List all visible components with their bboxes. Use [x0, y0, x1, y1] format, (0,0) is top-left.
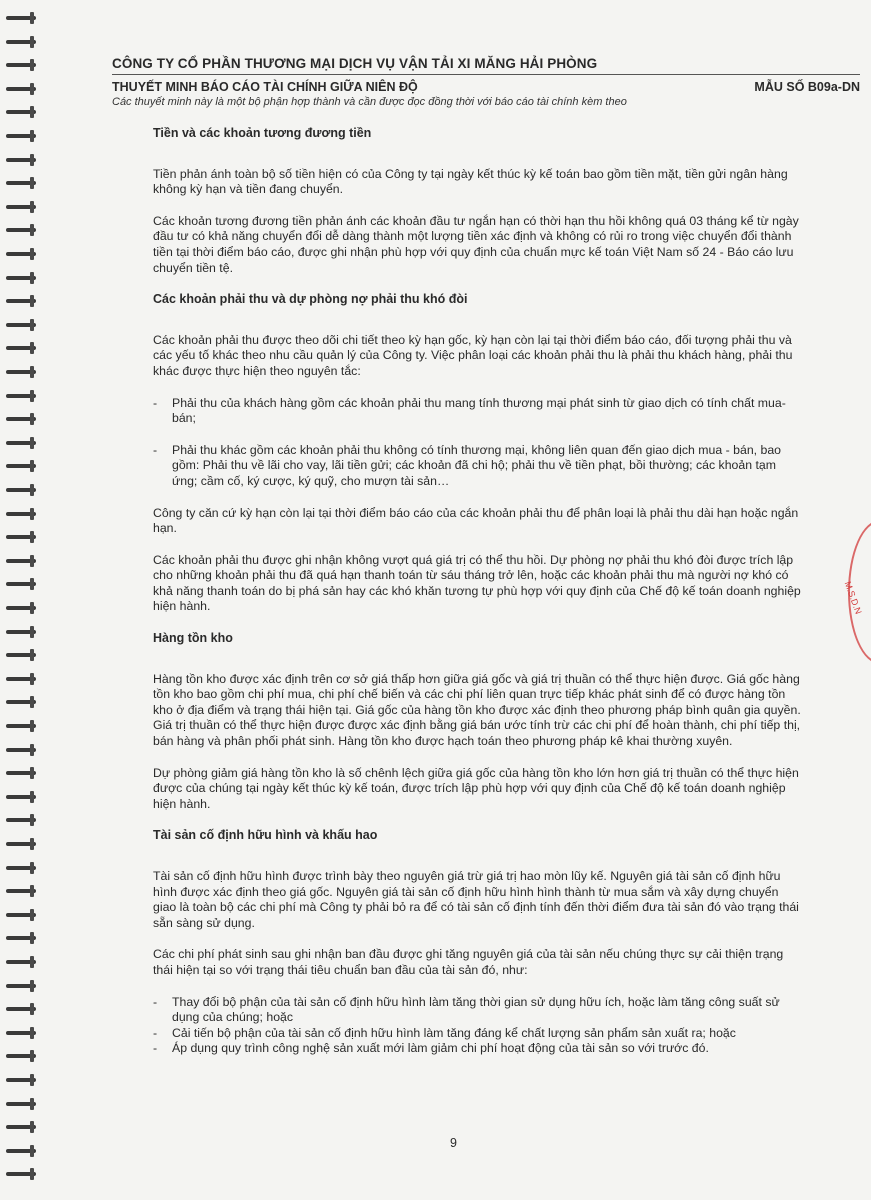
binding-ring: [6, 838, 40, 849]
binding-ring: [6, 814, 40, 825]
section-heading: Các khoản phải thu và dự phòng nợ phải thu khó đòi: [153, 292, 468, 307]
binding-ring: [6, 319, 40, 330]
paragraph: Các khoản phải thu được ghi nhận không vượt quá giá trị có thể thu hồi. Dự phòng nợ phải thu khó đòi được trích lập cho những khoản phải thu đã quá hạn thanh toán từ sáu tháng trở lên, hoặc các khoản phải thu mà người nợ khó có khả năng thanh toán do bị phá sản hay các khó khăn tương tự phù hợp với quy định của Chế độ kế toán doanh nghiệp hiện hành.: [153, 552, 801, 614]
header-divider: [112, 74, 860, 75]
binding-ring: [6, 932, 40, 943]
binding-ring: [6, 626, 40, 637]
binding-ring: [6, 1168, 40, 1179]
binding-ring: [6, 201, 40, 212]
binding-ring: [6, 649, 40, 660]
binding-ring: [6, 154, 40, 165]
binding-ring: [6, 531, 40, 542]
binding-ring: [6, 366, 40, 377]
paragraph: Các khoản phải thu được theo dõi chi tiết theo kỳ hạn gốc, kỳ hạn còn lại tại thời điểm báo cáo, đối tượng phải thu và các yếu tố khác theo nhu cầu quản lý của Công ty. Việc phân loại các khoản phải thu là phải thu khách hàng, phải thu khác được thực hiện theo nguyên tắc:: [153, 332, 793, 378]
binding-ring: [6, 1145, 40, 1156]
paragraph: Tài sản cố định hữu hình được trình bày theo nguyên giá trừ giá trị hao mòn lũy kế. Nguyên giá tài sản cố định hữu hình được xác định theo giá gốc. Nguyên giá tài sản cố định hữu hình hình thành từ mua sắm và xây dựng chuyển giao là toàn bộ các chi phí mà Công ty phải bỏ ra để có tài sản cố định tính đến thời điểm đưa tài sản đó vào trạng thái sẵn sàng sử dụng.: [153, 869, 799, 930]
bullet-list: [153, 995, 803, 1057]
binding-ring: [6, 1074, 40, 1085]
section-heading: Tài sản cố định hữu hình và khấu hao: [153, 828, 378, 843]
report-title: THUYẾT MINH BÁO CÁO TÀI CHÍNH GIỮA NIÊN ĐỘ: [112, 80, 418, 94]
binding-ring: [6, 413, 40, 424]
binding-ring: [6, 224, 40, 235]
binding-ring: [6, 555, 40, 566]
binding-ring: [6, 791, 40, 802]
binding-ring: [6, 248, 40, 259]
list-item-text: Áp dụng quy trình công nghệ sản xuất mới làm giảm chi phí hoạt động của tài sản so với trước đó.: [172, 1041, 709, 1056]
binding-ring: [6, 106, 40, 117]
binding-ring: [6, 885, 40, 896]
binding-ring: [6, 12, 40, 23]
form-code: MẪU SỐ B09a-DN: [754, 80, 860, 94]
binding-ring: [6, 909, 40, 920]
company-name: CÔNG TY CỔ PHẦN THƯƠNG MẠI DỊCH VỤ VẬN TẢI XI MĂNG HẢI PHÒNG: [112, 56, 598, 71]
list-item-text: Thay đổi bộ phận của tài sản cố định hữu hình làm tăng thời gian sử dụng hữu ích, hoặc làm tăng công suất sử dụng của chúng; hoặc: [172, 994, 780, 1025]
header-note: Các thuyết minh này là một bộ phận hợp thành và cần được đọc đồng thời với báo cáo tài chính kèm theo: [112, 96, 627, 108]
binding-ring: [6, 578, 40, 589]
list-item-text: Cải tiến bộ phận của tài sản cố định hữu hình làm tăng đáng kể chất lượng sản phẩm sản xuất ra; hoặc: [172, 1025, 736, 1040]
binding-ring: [6, 956, 40, 967]
binding-ring: [6, 177, 40, 188]
list-item: [153, 396, 803, 427]
binding-ring: [6, 460, 40, 471]
list-item: [153, 995, 803, 1026]
binding-ring: [6, 342, 40, 353]
page-number: 9: [450, 1136, 457, 1150]
binding-ring: [6, 673, 40, 684]
section-heading: Hàng tồn kho: [153, 631, 233, 646]
paragraph: Tiền phản ánh toàn bộ số tiền hiện có của Công ty tại ngày kết thúc kỳ kế toán bao gồm tiền mặt, tiền gửi ngân hàng không kỳ hạn và tiền đang chuyển.: [153, 166, 788, 197]
paragraph: Công ty căn cứ kỳ hạn còn lại tại thời điểm báo cáo của các khoản phải thu để phân loại là phải thu dài hạn hoặc ngắn hạn.: [153, 505, 799, 536]
binding-ring: [6, 1027, 40, 1038]
list-item: [153, 443, 803, 490]
binding-ring: [6, 1098, 40, 1109]
bullet-dash: -: [153, 442, 158, 457]
binding-ring: [6, 130, 40, 141]
list-item: [153, 1026, 803, 1042]
bullet-dash: -: [153, 1025, 158, 1040]
binding-ring: [6, 1121, 40, 1132]
binding-ring: [6, 295, 40, 306]
list-item: [153, 1041, 803, 1057]
binding-ring: [6, 83, 40, 94]
paragraph: Các khoản tương đương tiền phản ánh các khoản đầu tư ngắn hạn có thời hạn thu hồi không quá 03 tháng kể từ ngày đầu tư có khả năng chuyển đổi dễ dàng thành một lượng tiền xác định và không có rủi ro trong việc chuyển đổi thành tiền tại thời điểm báo cáo, được ghi nhận phù hợp với quy định của chuẩn mực kế toán Việt Nam số 24 - Báo cáo lưu chuyển tiền tệ.: [153, 213, 799, 275]
document-page: [60, 0, 860, 1200]
binding-ring: [6, 36, 40, 47]
binding-ring: [6, 1050, 40, 1061]
document-body: [153, 126, 803, 1059]
binding-ring: [6, 508, 40, 519]
section-heading: Tiền và các khoản tương đương tiền: [153, 126, 372, 140]
paragraph: Các chi phí phát sinh sau ghi nhận ban đầu được ghi tăng nguyên giá của tài sản nếu chúng thực sự cải thiện trạng thái hiện tại so với trạng thái tiêu chuẩn ban đầu của tài sản đó, như:: [153, 947, 784, 977]
stamp-text: M.S.D.N: [842, 580, 864, 616]
list-item-text: Phải thu của khách hàng gồm các khoản phải thu mang tính thương mại phát sinh từ giao dịch có tính chất mua-bán;: [172, 395, 786, 426]
binding-ring: [6, 696, 40, 707]
list-item-text: Phải thu khác gồm các khoản phải thu không có tính thương mại, không liên quan đến giao dịch mua - bán, bao gồm: Phải thu về lãi cho vay, lãi tiền gửi; các khoản đã chi hộ; phải thu về tiền phạt, bồi thường; các khoản tạm ứng; cầm cố, ký cược, ký quỹ, cho mượn tài sản…: [172, 442, 782, 488]
spiral-binding: [0, 0, 46, 1200]
bullet-dash: -: [153, 1041, 158, 1056]
binding-ring: [6, 980, 40, 991]
binding-ring: [6, 1003, 40, 1014]
binding-ring: [6, 390, 40, 401]
paragraph: Hàng tồn kho được xác định trên cơ sở giá thấp hơn giữa giá gốc và giá trị thuần có thể thực hiện được. Giá gốc hàng tồn kho bao gồm chi phí mua, chi phí chế biến và các chi phí liên quan trực tiếp khác phát sinh để có được hàng tồn kho ở địa điểm và trạng thái hiện tại. Giá gốc của hàng tồn kho được xác định theo phương pháp bình quân gia quyền. Giá trị thuần có thể thực hiện được được xác định bằng giá bán ước tính trừ các chi phí để hoàn thành, chi phí tiếp thị, bán hàng và phân phối phát sinh. Hàng tồn kho được hạch toán theo phương pháp kê khai thường xuyên.: [153, 671, 801, 749]
binding-ring: [6, 437, 40, 448]
binding-ring: [6, 602, 40, 613]
binding-ring: [6, 720, 40, 731]
binding-ring: [6, 862, 40, 873]
binding-ring: [6, 484, 40, 495]
binding-ring: [6, 767, 40, 778]
bullet-dash: -: [153, 395, 158, 410]
binding-ring: [6, 272, 40, 283]
binding-ring: [6, 744, 40, 755]
binding-ring: [6, 59, 40, 70]
bullet-list: [153, 396, 803, 490]
paragraph: Dự phòng giảm giá hàng tồn kho là số chênh lệch giữa giá gốc của hàng tồn kho lớn hơn giá trị thuần có thể thực hiện được của chúng tại ngày kết thúc kỳ kế toán, được trích lập phù hợp với quy định của Chế độ kế toán doanh nghiệp hiện hành.: [153, 765, 799, 811]
bullet-dash: -: [153, 994, 158, 1009]
